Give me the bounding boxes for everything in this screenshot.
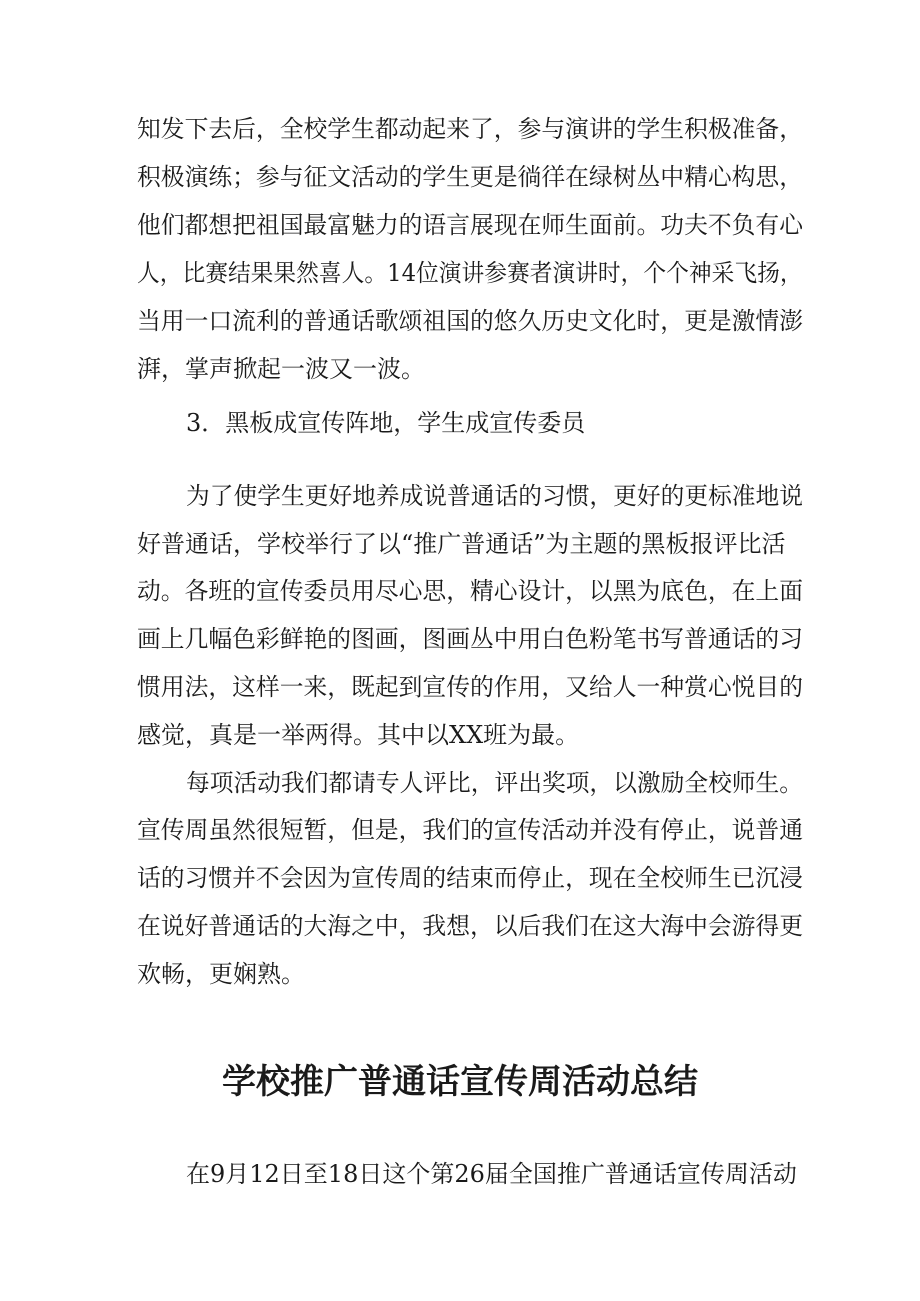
text-line: 人，比赛结果果然喜人。14位演讲参赛者演讲时，个个神采飞扬， — [137, 259, 803, 287]
text-line: 每项活动我们都请专人评比，评出奖项，以激励全校师生。 — [186, 769, 803, 797]
section-heading-3: 3．黑板成宣传阵地，学生成宣传委员 — [186, 409, 586, 437]
text-line: 话的习惯并不会因为宣传周的结束而停止，现在全校师生已沉浸 — [137, 864, 803, 892]
text-line: 当用一口流利的普通话歌颂祖国的悠久历史文化时，更是激情澎 — [137, 307, 803, 335]
text-line: 好普通话，学校举行了以“推广普通话”为主题的黑板报评比活 — [137, 530, 786, 558]
text-line: 感觉，真是一举两得。其中以XX班为最。 — [137, 721, 580, 749]
text-line: 画上几幅色彩鲜艳的图画，图画丛中用白色粉笔书写普通话的习 — [137, 625, 803, 653]
text-line: 他们都想把祖国最富魅力的语言展现在师生面前。功夫不负有心 — [137, 211, 803, 239]
text-line: 宣传周虽然很短暂，但是，我们的宣传活动并没有停止，说普通 — [137, 816, 803, 844]
text-line: 惯用法，这样一来，既起到宣传的作用，又给人一种赏心悦目的 — [137, 673, 803, 701]
text-line: 欢畅，更娴熟。 — [137, 960, 305, 988]
text-line: 在9月12日至18日这个第26届全国推广普通话宣传周活动 — [186, 1160, 797, 1188]
text-line: 知发下去后，全校学生都动起来了，参与演讲的学生积极准备， — [137, 115, 803, 143]
text-line: 湃，掌声掀起一波又一波。 — [137, 355, 425, 383]
text-line: 动。各班的宣传委员用尽心思，精心设计，以黑为底色，在上面 — [137, 577, 803, 605]
text-line: 积极演练；参与征文活动的学生更是徜徉在绿树丛中精心构思， — [137, 163, 803, 191]
text-line: 在说好普通话的大海之中，我想，以后我们在这大海中会游得更 — [137, 912, 803, 940]
document-title: 学校推广普通话宣传周活动总结 — [222, 1062, 698, 1102]
text-line: 为了使学生更好地养成说普通话的习惯，更好的更标准地说 — [186, 482, 803, 510]
